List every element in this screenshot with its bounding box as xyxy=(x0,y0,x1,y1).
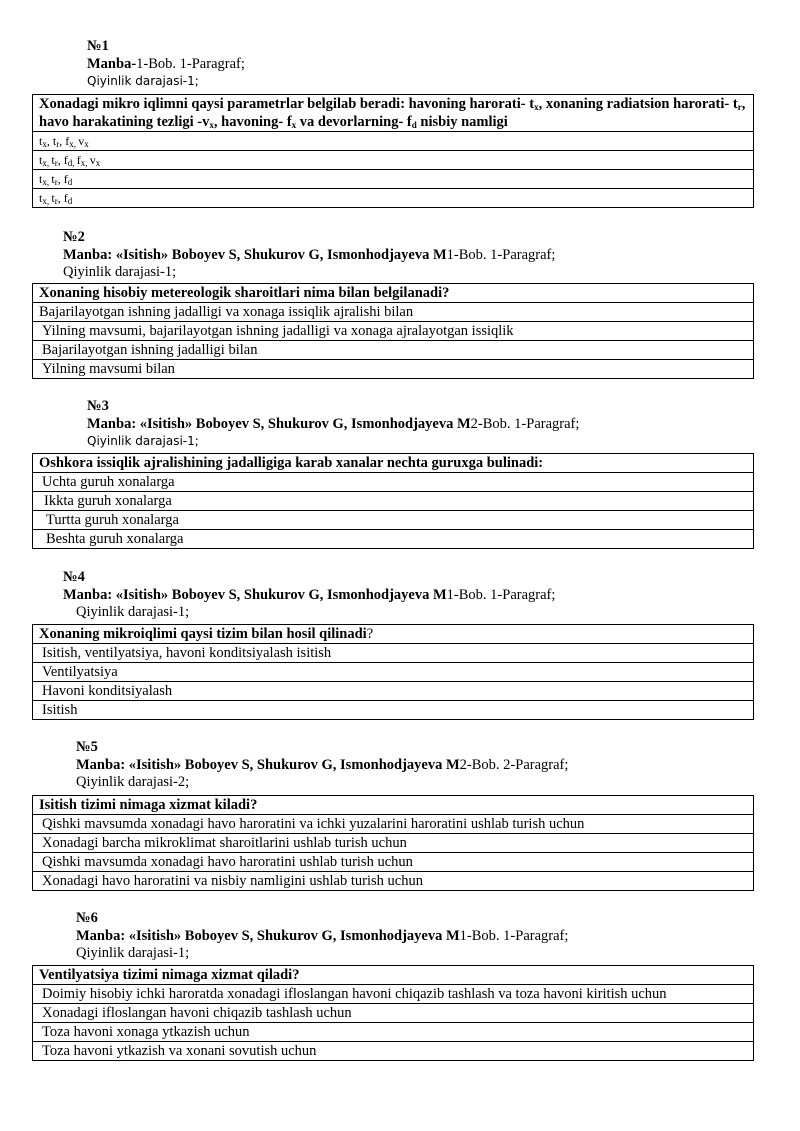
question-5-header xyxy=(0,739,800,792)
question-number: №3 xyxy=(87,398,109,414)
question-2-table xyxy=(32,283,754,379)
question-text: Xonadagi mikro iqlimni qaysi parametrlar belgilab beradi: havoning harorati- $t_x$, xonaning radiatsion harorati- $t_r$, havo harakatining tezligi $-v_x$, havoning- $f_x$ va devorlarning- $f_d$ nisbiy namligi xyxy=(33,95,754,132)
question-difficulty: Qiyinlik darajasi-1; xyxy=(76,945,190,961)
question-source xyxy=(0,757,800,775)
answer-option[interactable]: Toza havoni ytkazish va xonani sovutish uchun xyxy=(33,1042,754,1061)
answer-option[interactable]: Toza havoni xonaga ytkazish uchun xyxy=(33,1023,754,1042)
question-difficulty: Qiyinlik darajasi-1; xyxy=(87,74,199,88)
answer-option[interactable]: Isitish, ventilyatsiya, havoni konditsiyalash isitish xyxy=(33,644,754,663)
source-ref: 1-Bob. 1-Paragraf; xyxy=(459,927,569,944)
question-text: Xonaning mikroiqlimi qaysi tizim bilan hosil qilinadi? xyxy=(33,625,754,644)
question-text: Isitish tizimi nimaga xizmat kiladi? xyxy=(33,796,754,815)
question-source xyxy=(0,247,800,265)
answer-option[interactable]: Isitish xyxy=(33,701,754,720)
question-1-table xyxy=(32,94,754,208)
source-ref: 2-Bob. 2-Paragraf; xyxy=(459,756,569,773)
source-label: Manba: «Isitish» Boboyev S, Shukurov G, Ismonhodjayeva M xyxy=(76,756,460,773)
question-text: Oshkora issiqlik ajralishining jadalligiga karab xanalar nechta guruxga bulinadi: xyxy=(33,454,754,473)
answer-option[interactable]: Qishki mavsumda xonadagi havo haroratini va ichki yuzalarini haroratini ushlab turish uchun xyxy=(33,815,754,834)
question-difficulty: Qiyinlik darajasi-2; xyxy=(76,774,190,790)
answer-option[interactable]: Havoni konditsiyalash xyxy=(33,682,754,701)
answer-option[interactable]: Xonadagi barcha mikroklimat sharoitlarini ushlab turish uchun xyxy=(33,834,754,853)
source-label: Manba: «Isitish» Boboyev S, Shukurov G, Ismonhodjayeva M xyxy=(63,586,447,603)
question-number: №6 xyxy=(76,910,98,926)
question-1-header xyxy=(0,38,800,91)
source-label: Manba: «Isitish» Boboyev S, Shukurov G, Ismonhodjayeva M xyxy=(63,246,447,263)
answer-option[interactable]: Turtta guruh xonalarga xyxy=(33,511,754,530)
answer-option[interactable]: Yilning mavsumi bilan xyxy=(33,360,754,379)
source-ref: 1-Bob. 1-Paragraf; xyxy=(136,55,245,72)
question-difficulty: Qiyinlik darajasi-1; xyxy=(76,604,190,620)
question-number: №4 xyxy=(63,569,85,585)
source-ref: 1-Bob. 1-Paragraf; xyxy=(446,586,556,603)
answer-option[interactable]: Ventilyatsiya xyxy=(33,663,754,682)
source-label: Manba- xyxy=(87,55,137,72)
question-source xyxy=(0,56,800,74)
answer-option[interactable]: Uchta guruh xonalarga xyxy=(33,473,754,492)
question-difficulty: Qiyinlik darajasi-1; xyxy=(63,264,177,280)
answer-option[interactable]: Bajarilayotgan ishning jadalligi va xonaga issiqlik ajralishi bilan xyxy=(33,303,754,322)
answer-option[interactable]: $t_{x,}$ $t_r$, $f_{d,}$ $f_{x,}$ $v_x$ xyxy=(33,151,754,170)
answer-option[interactable]: Doimiy hisobiy ichki haroratda xonadagi ifloslangan havoni chiqazib tashlash va toza havoni kiritish uchun xyxy=(33,985,754,1004)
source-label: Manba: «Isitish» Boboyev S, Shukurov G, Ismonhodjayeva M xyxy=(76,927,460,944)
question-number: №2 xyxy=(63,229,85,245)
answer-option[interactable]: $t_{x,}$ $t_r$, $f_d$ xyxy=(33,189,754,208)
question-4-header xyxy=(0,569,800,622)
answer-option[interactable]: Bajarilayotgan ishning jadalligi bilan xyxy=(33,341,754,360)
question-source xyxy=(0,928,800,946)
question-source xyxy=(0,587,800,605)
question-3-table xyxy=(32,453,754,549)
question-source xyxy=(0,416,800,434)
question-number: №1 xyxy=(87,38,109,54)
source-ref: 1-Bob. 1-Paragraf; xyxy=(446,246,556,263)
question-6-header xyxy=(0,910,800,963)
answer-option[interactable]: Ikkta guruh xonalarga xyxy=(33,492,754,511)
source-ref: 2-Bob. 1-Paragraf; xyxy=(470,415,580,432)
source-label: Manba: «Isitish» Boboyev S, Shukurov G, Ismonhodjayeva M xyxy=(87,415,471,432)
answer-option[interactable]: Xonadagi ifloslangan havoni chiqazib tashlash uchun xyxy=(33,1004,754,1023)
question-5-table xyxy=(32,795,754,891)
answer-option[interactable]: Beshta guruh xonalarga xyxy=(33,530,754,549)
question-4-table xyxy=(32,624,754,720)
question-2-header xyxy=(0,229,800,282)
question-difficulty: Qiyinlik darajasi-1; xyxy=(87,434,199,448)
question-number: №5 xyxy=(76,739,98,755)
answer-option[interactable]: $t_x$, $t_r$, $f_{x,}$ $v_x$ xyxy=(33,132,754,151)
answer-option[interactable]: Xonadagi havo haroratini va nisbiy namligini ushlab turish uchun xyxy=(33,872,754,891)
question-6-table xyxy=(32,965,754,1061)
question-3-header xyxy=(0,398,800,451)
answer-option[interactable]: Qishki mavsumda xonadagi havo haroratini ushlab turish uchun xyxy=(33,853,754,872)
answer-option[interactable]: Yilning mavsumi, bajarilayotgan ishning jadalligi va xonaga ajralayotgan issiqlik xyxy=(33,322,754,341)
question-text: Xonaning hisobiy metereologik sharoitlari nima bilan belgilanadi? xyxy=(33,284,754,303)
answer-option[interactable]: $t_{x,}$ $t_r$, $f_d$ xyxy=(33,170,754,189)
question-text: Ventilyatsiya tizimi nimaga xizmat qiladi? xyxy=(33,966,754,985)
